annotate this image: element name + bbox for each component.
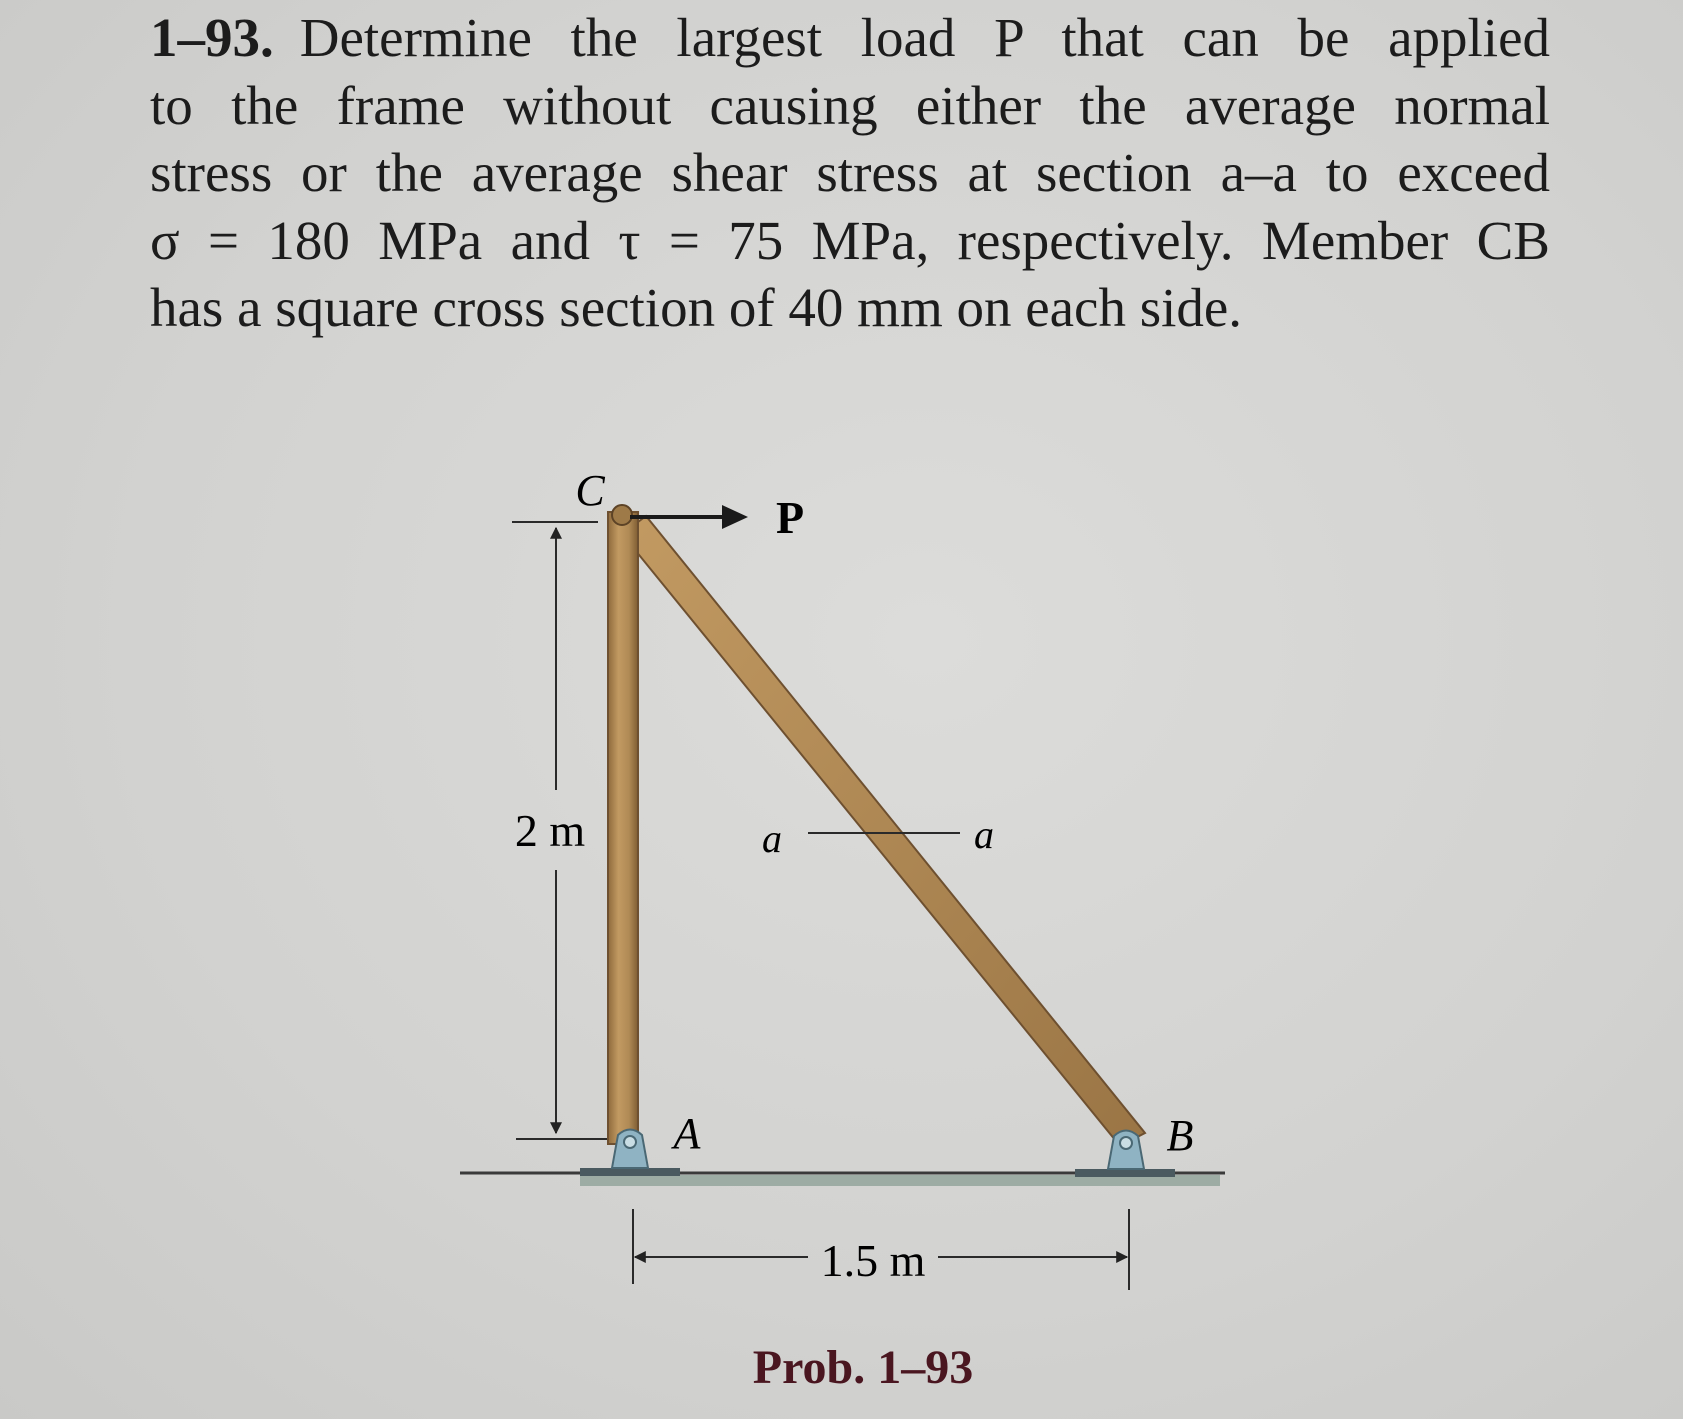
- point-c-label: C: [575, 466, 605, 515]
- point-a-label: A: [673, 1109, 701, 1158]
- section-label-left: a: [762, 816, 782, 861]
- width-dimension-label: 1.5 m: [820, 1235, 926, 1286]
- problem-line-3: stress or the average shear stress at section a–a to exceed: [150, 142, 1550, 203]
- problem-number: 1–93.: [150, 7, 274, 68]
- problem-line-5: has a square cross section of 40 mm on each side.: [150, 277, 1243, 338]
- height-dimension: [512, 522, 610, 1139]
- member-ac: [608, 512, 638, 1144]
- problem-line-4: σ = 180 MPa and τ = 75 MPa, respectively. Member CB: [150, 209, 1550, 271]
- figure-caption: Prob. 1–93: [752, 1341, 974, 1394]
- section-label-right: a: [974, 812, 994, 857]
- width-dimension: [633, 1209, 1129, 1290]
- support-a: [580, 1130, 680, 1177]
- height-dimension-label: 2 m: [514, 805, 586, 856]
- problem-text-1: Determine the largest load P that can be applied: [299, 7, 1550, 68]
- support-b: [1075, 1131, 1175, 1178]
- member-cb: [622, 516, 1145, 1146]
- point-b-label: B: [1166, 1111, 1194, 1160]
- load-p-label: P: [775, 492, 805, 543]
- pin-c: [612, 505, 632, 525]
- problem-line-2: to the frame without causing either the average normal: [150, 74, 1550, 136]
